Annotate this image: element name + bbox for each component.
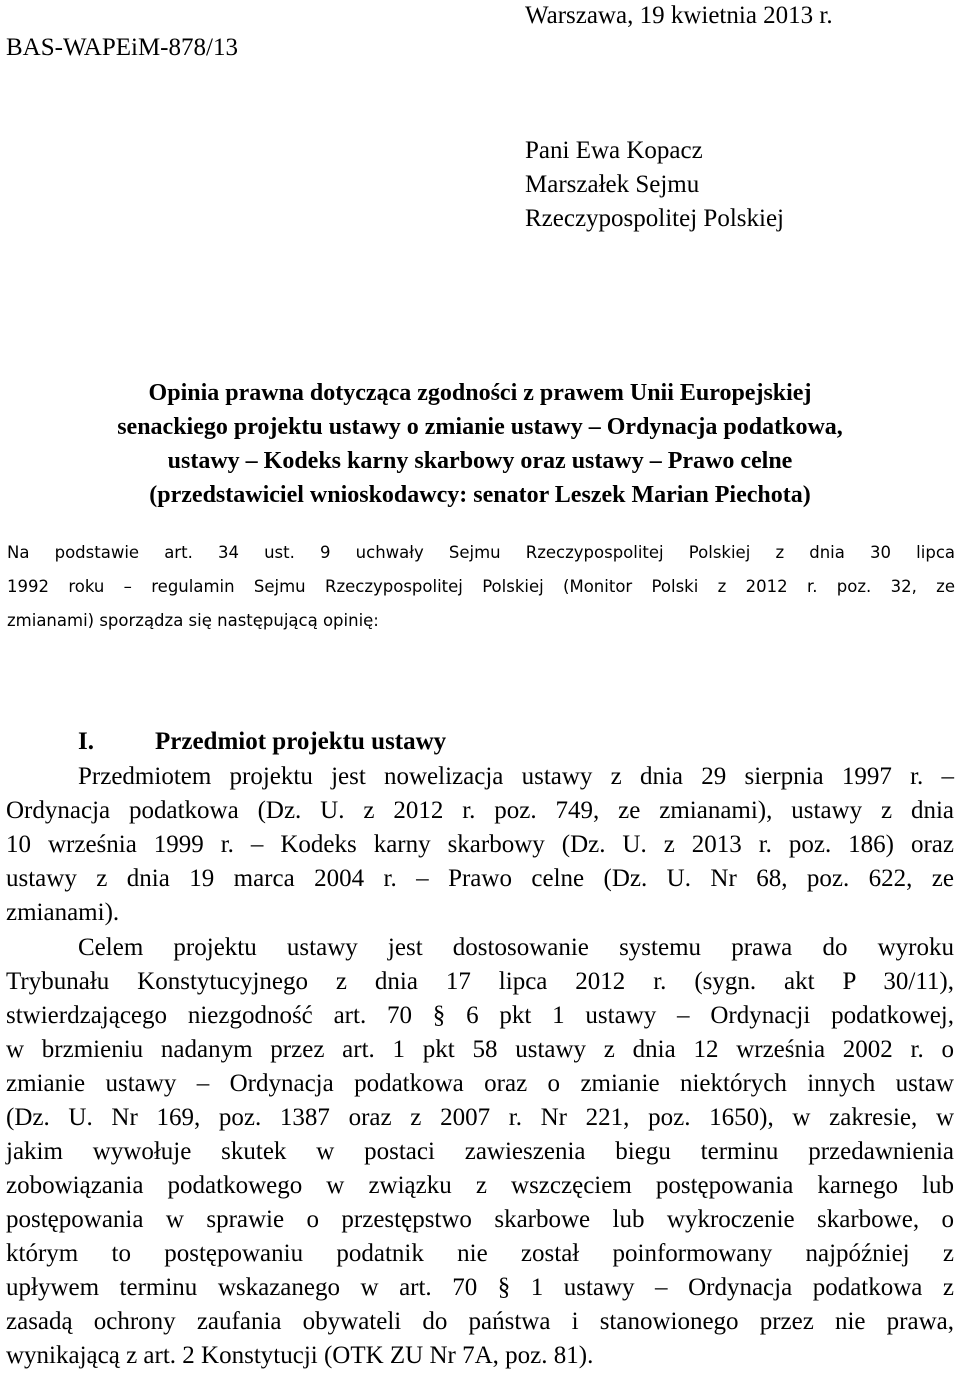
legal-basis-paragraph — [7, 536, 955, 638]
opinion-title-line: ustawy – Kodeks karny skarbowy oraz ustawy – Prawo celne — [167, 448, 793, 474]
paragraph-line: wynikającą z art. 2 Konstytucji (OTK ZU Nr 7A, poz. 81). — [6, 1342, 594, 1369]
addressee-block — [525, 134, 784, 236]
document-reference-number: BAS-WAPEiM-878/13 — [6, 34, 238, 61]
legal-basis-line: zmianami) sporządza się następującą opinię: — [7, 611, 379, 630]
paragraph-line: (Dz. U. Nr 169, poz. 1387 oraz z 2007 r. Nr 221, poz. 1650), w zakresie, w — [6, 1104, 954, 1131]
paragraph-line: zobowiązania podatkowego w związku z wszczęciem postępowania karnego lub — [6, 1172, 954, 1199]
paragraph-line: ustawy z dnia 19 marca 2004 r. – Prawo celne (Dz. U. Nr 68, poz. 622, ze — [6, 865, 954, 892]
paragraph-line: upływem terminu wskazanego w art. 70 § 1 ustawy – Ordynacja podatkowa z — [6, 1274, 954, 1301]
opinion-title-line: Opinia prawna dotycząca zgodności z prawem Unii Europejskiej — [148, 380, 812, 406]
document-date: Warszawa, 19 kwietnia 2013 r. — [525, 2, 833, 29]
paragraph-line: zmianie ustawy – Ordynacja podatkowa oraz o zmianie niektórych innych ustaw — [6, 1070, 954, 1097]
paragraph-line: postępowania w sprawie o przestępstwo skarbowe lub wykroczenie skarbowe, o — [6, 1206, 954, 1233]
paragraph-line: 10 września 1999 r. – Kodeks karny skarbowy (Dz. U. z 2013 r. poz. 186) oraz — [6, 831, 954, 858]
paragraph-line: Przedmiotem projektu jest nowelizacja ustawy z dnia 29 sierpnia 1997 r. – — [78, 763, 954, 790]
paragraph-line: jakim wywołuje skutek w postaci zawieszenia biegu terminu przedawnienia — [6, 1138, 954, 1165]
section-number: I. — [78, 728, 94, 755]
section-heading — [78, 728, 446, 756]
legal-basis-line: Na podstawie art. 34 ust. 9 uchwały Sejmu Rzeczypospolitej Polskiej z dnia 30 lipca — [7, 543, 955, 562]
paragraph-line: Ordynacja podatkowa (Dz. U. z 2012 r. poz. 749, ze zmianami), ustawy z dnia — [6, 797, 954, 824]
paragraph-line: stwierdzającego niezgodność art. 70 § 6 pkt 1 ustawy – Ordynacji podatkowej, — [6, 1002, 954, 1029]
section-title: Przedmiot projektu ustawy — [155, 728, 447, 755]
addressee-position: Marszałek Sejmu — [525, 171, 700, 198]
paragraph-line: Celem projektu ustawy jest dostosowanie systemu prawa do wyroku — [78, 934, 954, 961]
paragraph-line: którym to postępowaniu podatnik nie został poinformowany najpóźniej z — [6, 1240, 954, 1267]
paragraph-line: Trybunału Konstytucyjnego z dnia 17 lipca 2012 r. (sygn. akt P 30/11), — [6, 968, 954, 995]
paragraph-line: zasadą ochrony zaufania obywateli do państwa i stanowionego przez nie prawa, — [6, 1308, 954, 1335]
paragraph-line: w brzmieniu nadanym przez art. 1 pkt 58 ustawy z dnia 12 września 2002 r. o — [6, 1036, 954, 1063]
paragraph-line: zmianami). — [6, 899, 120, 926]
opinion-title-line: senackiego projektu ustawy o zmianie ustawy – Ordynacja podatkowa, — [117, 414, 843, 440]
addressee-name: Pani Ewa Kopacz — [525, 137, 703, 164]
opinion-title-line: (przedstawiciel wnioskodawcy: senator Leszek Marian Piechota) — [149, 482, 811, 508]
opinion-title — [0, 376, 960, 512]
subject-paragraph — [6, 760, 954, 930]
purpose-paragraph — [6, 931, 954, 1373]
addressee-institution: Rzeczypospolitej Polskiej — [525, 205, 784, 232]
legal-basis-line: 1992 roku – regulamin Sejmu Rzeczypospolitej Polskiej (Monitor Polski z 2012 r. poz. 32, ze — [7, 577, 955, 596]
